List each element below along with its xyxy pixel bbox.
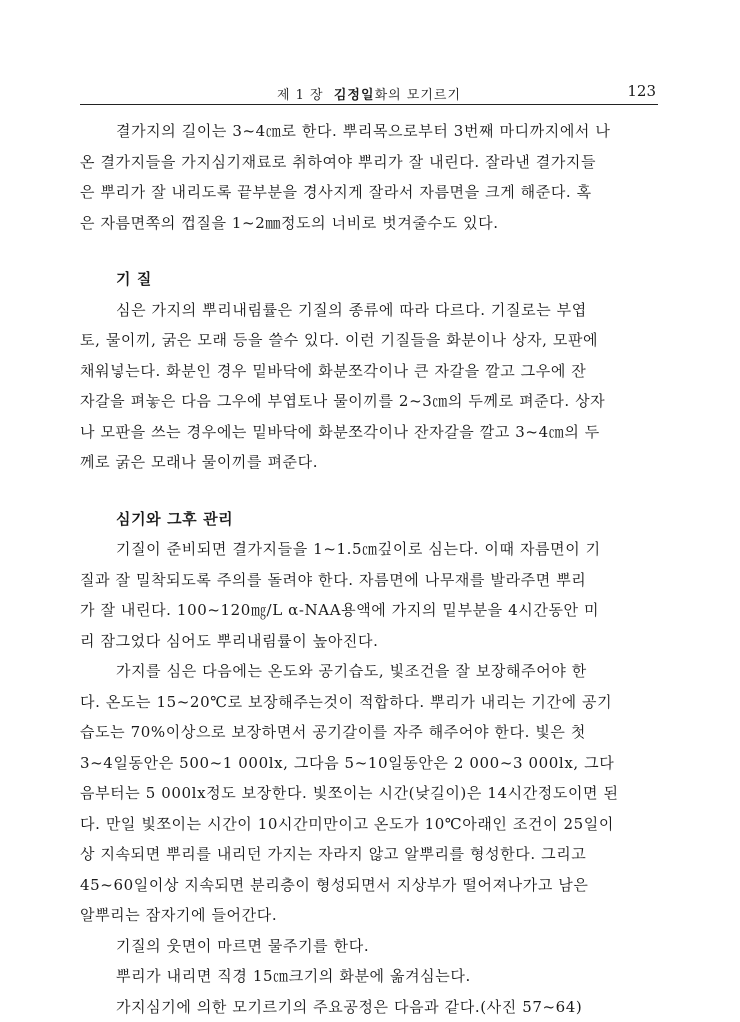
text-line: 나 모판을 쓰는 경우에는 밑바닥에 화분쪼각이나 잔자갈을 깔고 3~4㎝의 두 (80, 417, 664, 448)
text-line: 음부터는 5 000lx정도 보장한다. 빛쪼이는 시간(낮길이)은 14시간정도이면 된 (80, 778, 664, 809)
text-line: 가 잘 내린다. 100~120㎎/L α-NAA용액에 가지의 밑부분을 4시간동안 미 (80, 595, 664, 626)
paragraph-transplant (80, 961, 664, 992)
text-line: 결가지의 길이는 3~4㎝로 한다. 뿌리목으로부터 3번째 마디까지에서 나 (80, 116, 664, 147)
text-line: 기질이 준비되면 결가지들을 1~1.5㎝깊이로 심는다. 이때 자름면이 기 (80, 534, 664, 565)
text-line: 리 잠그었다 심어도 뿌리내림률이 높아진다. (80, 626, 664, 657)
paragraph-process (80, 992, 664, 1022)
text-line: 가지심기에 의한 모기르기의 주요공정은 다음과 같다.(사진 57~64) (80, 992, 664, 1022)
text-line: 은 뿌리가 잘 내리도록 끝부분을 경사지게 잘라서 자름면을 크게 해준다. 혹 (80, 177, 664, 208)
text-line: 알뿌리는 잠자기에 들어간다. (80, 900, 664, 931)
header-divider (80, 104, 658, 105)
text-line: 가지를 심은 다음에는 온도와 공기습도, 빛조건을 잘 보장해주어야 한 (80, 656, 664, 687)
text-line: 다. 만일 빛쪼이는 시간이 10시간미만이고 온도가 10℃아래인 조건이 25일이 (80, 809, 664, 840)
text-line: 45~60일이상 지속되면 분리층이 형성되면서 지상부가 떨어져나가고 남은 (80, 870, 664, 901)
text-line: 은 자름면쪽의 껍질을 1~2㎜정도의 너비로 벗겨줄수도 있다. (80, 208, 664, 239)
section-gap (80, 478, 664, 504)
running-header (80, 82, 658, 104)
text-line: 께로 굵은 모래나 물이끼를 펴준다. (80, 447, 664, 478)
text-line: 질과 잘 밀착되도록 주의를 돌려야 한다. 자름면에 나무재를 발라주면 뿌리 (80, 565, 664, 596)
paragraph-planting (80, 534, 664, 656)
text-line: 온 결가지들을 가지심기재료로 취하여야 뿌리가 잘 내린다. 잘라낸 결가지들 (80, 147, 664, 178)
text-line: 심은 가지의 뿌리내림률은 기질의 종류에 따라 다르다. 기질로는 부엽 (80, 295, 664, 326)
paragraph-cutting-length (80, 116, 664, 238)
paragraph-watering (80, 931, 664, 962)
text-line: 뿌리가 내리면 직경 15㎝크기의 화분에 옮겨심는다. (80, 961, 664, 992)
section-heading-substrate: 기 질 (80, 264, 664, 295)
header-chapter: 제 1 장 (277, 88, 324, 103)
body-text (80, 116, 664, 1022)
text-line: 다. 온도는 15~20℃로 보장해주는것이 적합하다. 뿌리가 내리는 기간에 공기 (80, 687, 664, 718)
text-line: 기질의 웃면이 마르면 물주기를 한다. (80, 931, 664, 962)
text-line: 채워넣는다. 화분인 경우 밑바닥에 화분쪼각이나 큰 자갈을 깔고 그우에 잔 (80, 356, 664, 387)
text-line: 습도는 70%이상으로 보장하면서 공기갈이를 자주 해주어야 한다. 빛은 첫 (80, 717, 664, 748)
text-line: 3~4일동안은 500~1 000lx, 그다음 5~10일동안은 2 000~3 000lx, 그다 (80, 748, 664, 779)
header-title (80, 84, 658, 103)
page-number: 123 (627, 82, 656, 100)
text-line: 토, 물이끼, 굵은 모래 등을 쓸수 있다. 이런 기질들을 화분이나 상자, 모판에 (80, 325, 664, 356)
text-line: 상 지속되면 뿌리를 내리던 가지는 자라지 않고 알뿌리를 형성한다. 그리고 (80, 839, 664, 870)
section-heading-planting: 심기와 그후 관리 (80, 504, 664, 535)
header-name-highlight: 김정일 (334, 88, 375, 103)
text-line: 자갈을 펴놓은 다음 그우에 부엽토나 물이끼를 2~3㎝의 두께로 펴준다. 상자 (80, 386, 664, 417)
paragraph-conditions (80, 656, 664, 931)
section-gap (80, 238, 664, 264)
paragraph-substrate (80, 295, 664, 478)
header-title-rest: 화의 모기르기 (375, 88, 461, 103)
